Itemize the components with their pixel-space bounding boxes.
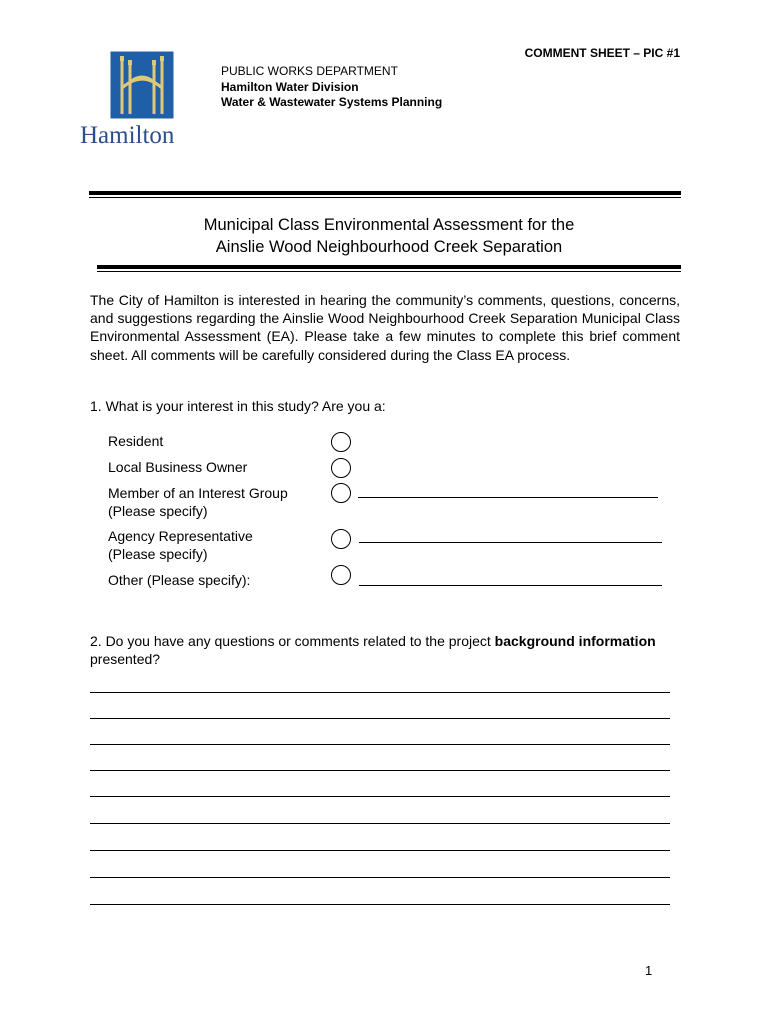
question-2-suffix: presented?	[90, 651, 161, 667]
department-name: PUBLIC WORKS DEPARTMENT	[221, 64, 398, 78]
title-rule-thick	[97, 265, 681, 269]
logo-wordmark: Hamilton	[80, 122, 175, 149]
intro-paragraph: The City of Hamilton is interested in hearing the community’s comments, questions, concerns, and suggestions regarding the Ainslie Wood Neighbourhood Creek Separation Municipal Class Environmental Assessment (EA). Please take a few minutes to complete this brief comment sheet. All comments will be carefully considered during the Class EA process.	[90, 292, 680, 363]
answer-line[interactable]	[90, 770, 670, 771]
other-specify-field[interactable]	[359, 585, 662, 586]
option-other-radio[interactable]	[331, 565, 351, 585]
answer-line[interactable]	[90, 796, 670, 797]
answer-line[interactable]	[90, 823, 670, 824]
hamilton-logo	[80, 50, 204, 154]
title-line-2: Ainslie Wood Neighbourhood Creek Separation	[215, 238, 563, 256]
department-block	[221, 64, 442, 111]
hamilton-logo-emblem-icon	[80, 50, 204, 122]
page-number: 1	[645, 963, 653, 978]
option-resident-label: Resident	[108, 433, 164, 449]
answer-line[interactable]	[90, 904, 670, 905]
option-agency-label	[108, 527, 253, 563]
answer-line[interactable]	[90, 850, 670, 851]
title-rule-thin	[97, 271, 681, 272]
interest-group-label-text: Member of an Interest Group	[108, 485, 288, 501]
question-1: 1. What is your interest in this study? Are you a:	[90, 398, 386, 414]
agency-specify-text: (Please specify)	[108, 546, 208, 562]
title-line-1: Municipal Class Environmental Assessment for the	[203, 216, 575, 234]
option-business-label: Local Business Owner	[108, 459, 248, 475]
option-interest-group-label	[108, 484, 288, 520]
comment-sheet-label: COMMENT SHEET – PIC #1	[524, 46, 680, 60]
option-agency-radio[interactable]	[331, 529, 351, 549]
interest-group-specify-text: (Please specify)	[108, 503, 208, 519]
agency-label-text: Agency Representative	[108, 528, 253, 544]
question-2-bold: background information	[494, 633, 656, 649]
question-2	[90, 632, 680, 668]
agency-specify-field[interactable]	[359, 542, 662, 543]
answer-line[interactable]	[90, 744, 670, 745]
answer-line[interactable]	[90, 718, 670, 719]
document-title	[89, 214, 689, 258]
answer-line[interactable]	[90, 692, 670, 693]
question-2-prefix: 2. Do you have any questions or comments related to the project	[90, 633, 495, 649]
header-rule-thick	[89, 191, 681, 195]
option-business-radio[interactable]	[331, 458, 351, 478]
option-other-label: Other (Please specify):	[108, 572, 251, 588]
unit-name: Water & Wastewater Systems Planning	[221, 95, 443, 109]
option-interest-group-radio[interactable]	[331, 483, 351, 503]
option-resident-radio[interactable]	[331, 432, 351, 452]
division-name: Hamilton Water Division	[221, 79, 359, 94]
header-rule-thin	[89, 197, 681, 198]
answer-line[interactable]	[90, 877, 670, 878]
interest-group-specify-field[interactable]	[358, 497, 658, 498]
